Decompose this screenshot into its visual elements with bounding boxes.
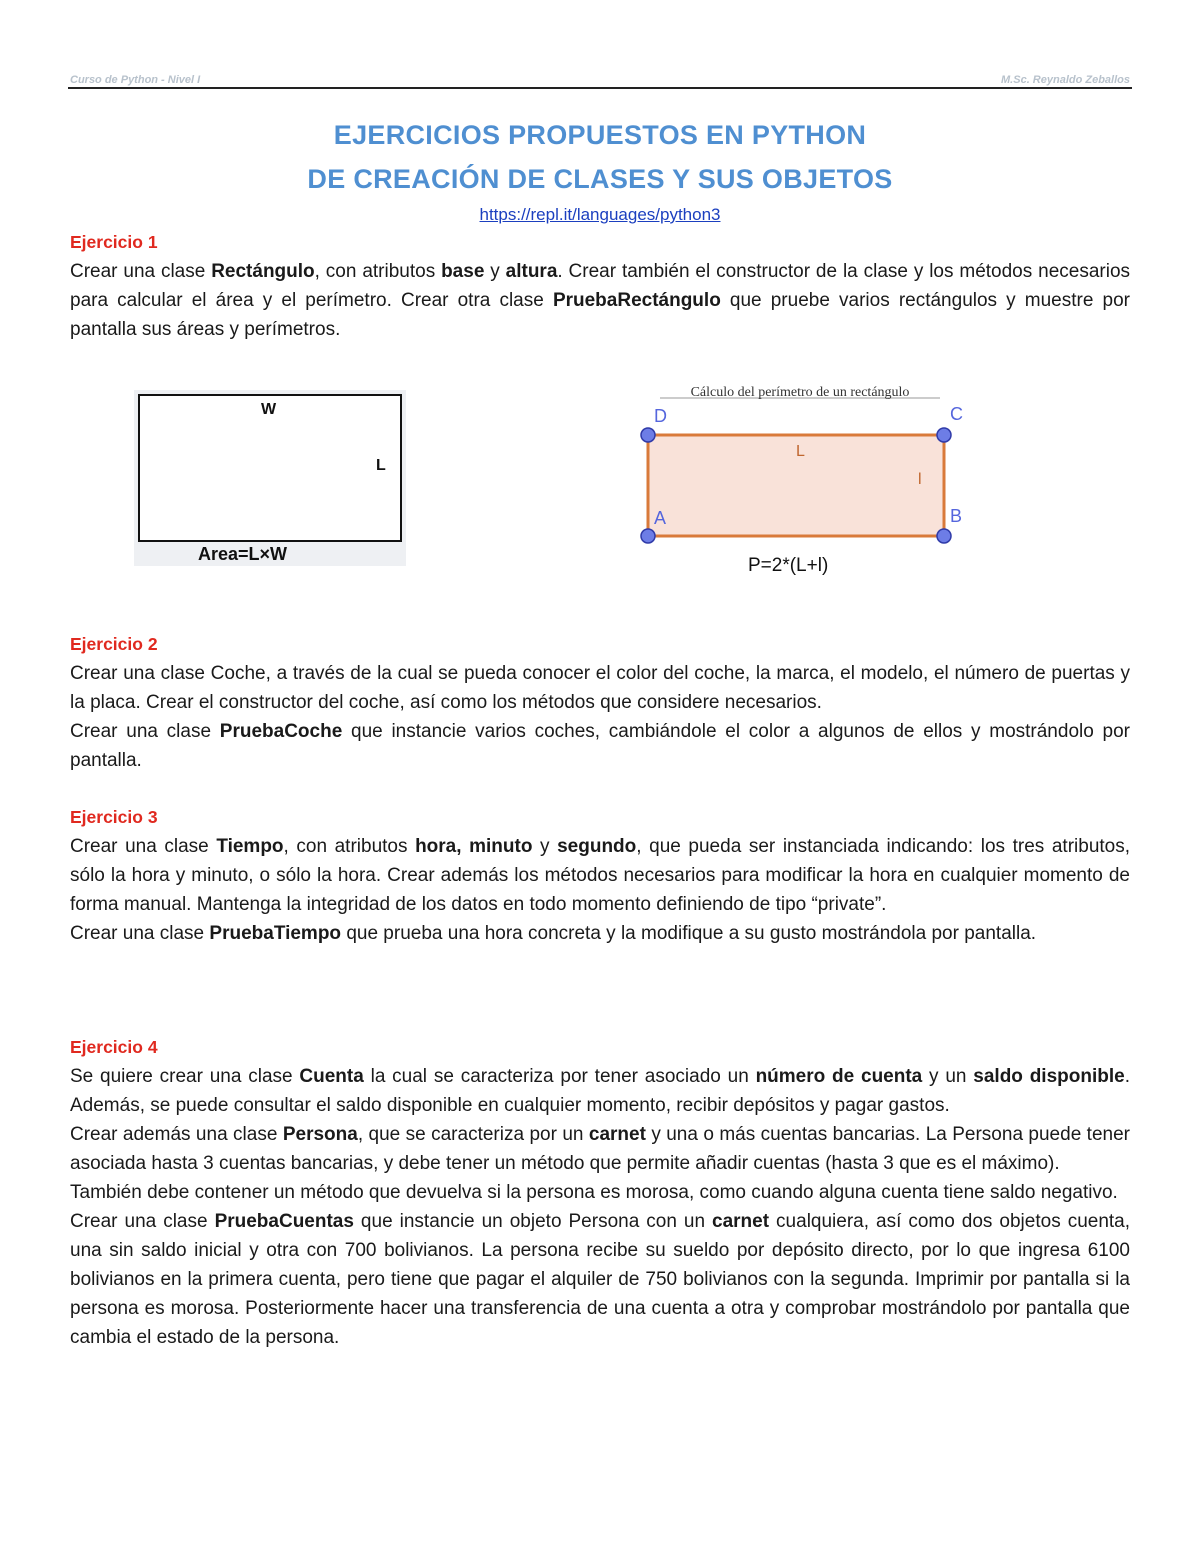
vertex-a-label: A — [654, 508, 667, 528]
exercise-paragraph: Crear una clase Coche, a través de la cual se pueda conocer el color del coche, la marca, el modelo, el número de puertas y la placa. Crear el constructor del coche, así como los métodos que considere necesarios. — [70, 663, 1130, 713]
perimeter-formula: P=2*(L+l) — [748, 555, 829, 576]
vertex-c-point — [937, 428, 951, 442]
exercise-title: Ejercicio 3 — [70, 807, 158, 827]
exercise-1 — [70, 228, 1130, 344]
exercise-paragraph: También debe contener un método que devuelva si la persona es morosa, como cuando alguna cuenta tiene saldo negativo. — [70, 1182, 1118, 1203]
vertex-d-label: D — [654, 406, 667, 426]
exercise-paragraph: Crear una clase Tiempo, con atributos hora, minuto y segundo, que pueda ser instanciada indicando: los tres atributos, sólo la hora y minuto, o sólo la hora. Crear además los métodos necesarios para modificar la hora en cualquier momento de forma manual. Mantenga la integridad de los datos en todo momento definiendo de tipo “private”. — [70, 836, 1131, 915]
area-figure — [134, 390, 406, 566]
exercise-paragraph: Crear una clase PruebaCuentas que instancie un objeto Persona con un carnet cualquiera, así como dos objetos cuenta, una sin saldo inicial y otra con 700 bolivianos. La persona recibe su sueldo por depósito directo, por lo que ingresa 6100 bolivianos en la primera cuenta, pero tiene que pagar el alquiler de 750 bolivianos con la segunda. Imprimir por pantalla si la persona es morosa. Posteriormente hacer una transferencia de una cuenta a otra y comprobar mostrándolo por pantalla que cambia el estado de la persona. — [70, 1211, 1131, 1348]
width-label: W — [261, 401, 277, 418]
exercise-title: Ejercicio 2 — [70, 634, 158, 654]
exercise-paragraph: Crear una clase PruebaTiempo que prueba una hora concreta y la modifique a su gusto mostrándola por pantalla. — [70, 923, 1037, 944]
area-formula: Area=L×W — [198, 544, 288, 564]
vertex-a-point — [641, 529, 655, 543]
header-divider — [68, 87, 1132, 89]
page-subtitle: DE CREACIÓN DE CLASES Y SUS OBJETOS — [307, 164, 893, 194]
exercise-paragraph: Crear una clase PruebaCoche que instancie varios coches, cambiándole el color a algunos de ellos y mostrándolo por pantalla. — [70, 721, 1130, 771]
exercise-title: Ejercicio 1 — [70, 232, 158, 252]
exercise-paragraph: Crear además una clase Persona, que se caracteriza por un carnet y una o más cuentas bancarias. La Persona puede tener asociada hasta 3 cuentas bancarias, y debe tener un método que permite añadir cuentas (hasta 3 que es el máximo). — [70, 1124, 1130, 1174]
vertex-b-label: B — [950, 506, 963, 526]
exercise-2 — [70, 630, 1130, 775]
exercise-4 — [70, 1033, 1130, 1352]
repl-link[interactable]: https://repl.it/languages/python3 — [479, 205, 721, 224]
page-title: EJERCICIOS PROPUESTOS EN PYTHON — [333, 120, 867, 150]
exercise-paragraph: Se quiere crear una clase Cuenta la cual se caracteriza por tener asociado un número de cuenta y un saldo disponible. Además, se puede consultar el saldo disponible en cualquier momento, recibir depósitos y pagar gastos. — [70, 1066, 1130, 1116]
vertex-b-point — [937, 529, 951, 543]
area-diagram — [134, 390, 406, 566]
perimeter-title: Cálculo del perímetro de un rectángulo — [690, 385, 910, 400]
exercise-paragraph: Crear una clase Rectángulo, con atributos base y altura. Crear también el constructor de la clase y los métodos necesarios para calcular el área y el perímetro. Crear otra clase PruebaRectángulo que pruebe varios rectángulos y muestre por pantalla sus áreas y perímetros. — [70, 261, 1131, 340]
header-author: M.Sc. Reynaldo Zeballos — [1001, 74, 1130, 86]
vertex-d-point — [641, 428, 655, 442]
length-label: L — [376, 457, 386, 474]
vertex-c-label: C — [950, 404, 963, 424]
long-side-label: L — [796, 443, 805, 460]
perimeter-diagram — [630, 378, 970, 588]
perimeter-figure — [630, 378, 970, 588]
exercise-3 — [70, 803, 1130, 948]
short-side-label: l — [918, 471, 922, 488]
header-course: Curso de Python - Nivel I — [70, 74, 201, 86]
exercise-title: Ejercicio 4 — [70, 1037, 158, 1057]
